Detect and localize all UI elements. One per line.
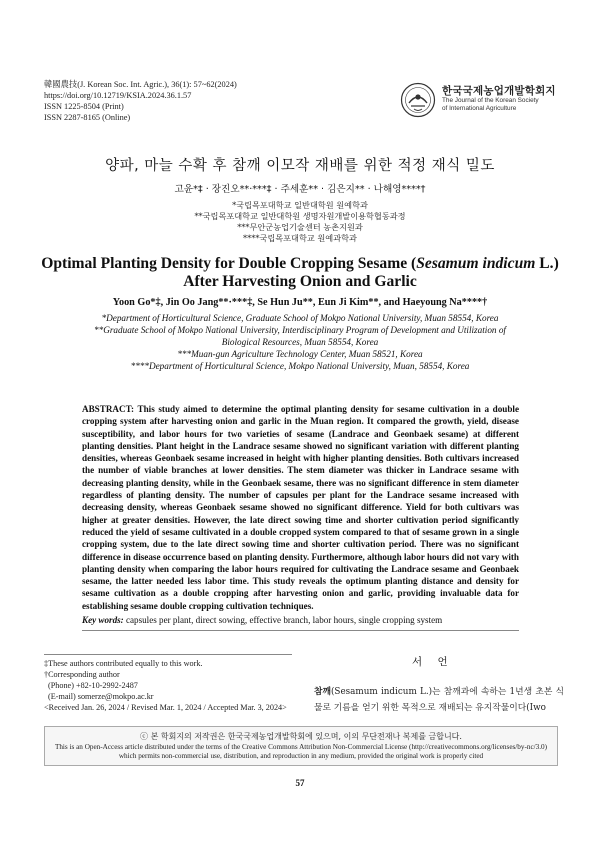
society-logo [398, 80, 566, 120]
korean-affiliation-4: ****국립목포대학교 원예과학과 [243, 233, 357, 243]
korean-affiliation-1: *국립목포대학교 일반대학원 원예학과 [232, 200, 368, 210]
english-title [40, 255, 560, 291]
page-number: 57 [295, 778, 305, 788]
footnote-dates: <Received Jan. 26, 2024 / Revised Mar. 1, 2024 / Accepted Mar. 3, 2024> [44, 703, 287, 712]
society-name-english-line1: The Journal of the Korean Society [442, 97, 539, 104]
keywords [82, 614, 522, 626]
footnote-equal-contribution: ‡These authors contributed equally to this work. [44, 659, 203, 668]
society-name-english [442, 97, 562, 113]
english-title-line2: After Harvesting Onion and Garlic [183, 273, 417, 290]
license-box [44, 726, 558, 766]
english-affiliation-3: ***Muan-gun Agriculture Technology Center, Muan 58521, Korea [177, 349, 423, 359]
english-affiliation-2: **Graduate School of Mokpo National University, Interdisciplinary Program of Development and Utilization of [94, 325, 506, 335]
abstract: ABSTRACT: This study aimed to determine the optimal planting density for sesame cultivation in a double cropping system after harvesting onion and garlic in the Muan region. It compared the growth, yield, disease susceptibility, and labor hours for two varieties of sesame (Landrace and Geonbaek sesame) at different planting densities. Plant height in the Landrace sesame showed no significant variation with different planting densities, whereas Geonbaek sesame increased in height with higher planting densities. Both cultivars increased the number of viable branches at lower densities. The stem diameter was thicker in Landrace sesame with decreasing planting density, while in the Geonbaek sesame, there was no significant difference in stem diameter regardless of planting density. The number of capsules per plant for the Landrace sesame increased with decreasing density, whereas Geonbaek sesame showed no significant difference. Yield for both cultivars was higher at greater densities. However, the late direct sowing time and shorter cultivation period significantly reduced the yield of sesame cultivated in a double cropped system compared to that of sesame grown in a single cropping system, due to the late direct sowing time and shorter cultivation period. There was no significant difference in disease occurrence based on planting density. Furthermore, although labor hours did not vary with planting density when comparing the labor hours required for cultivating the Landrace sesame and Geonbaek sesame, the latter needed less labor time. This study reveals the optimum planting distance and density for sesame cultivation as a double cropping after harvesting onion and garlic, providing invaluable data for establishing sesame double cropping cultivation techniques. [82, 404, 519, 611]
footnote-phone: (Phone) +82-10-2992-2487 [48, 681, 138, 690]
korean-affiliation-3: ***무안군농업기술센터 농촌지원과 [237, 222, 363, 232]
introduction-heading: 서 언 [412, 656, 454, 668]
keywords-list: capsules per plant, direct sowing, effective branch, labor hours, single cropping system [123, 615, 443, 625]
society-name-korean: 한국국제농업개발학회지 [442, 85, 556, 97]
korean-title: 양파, 마늘 수확 후 참깨 이모작 재배를 위한 적정 재식 밀도 [105, 158, 495, 174]
english-affiliation-1: *Department of Horticultural Science, Graduate School of Mokpo National University, Muan 58554, Korea [101, 313, 499, 323]
korean-affiliation-2: **국립목포대학교 일반대학원 생명자원개발이용학협동과정 [194, 211, 406, 221]
introduction-bold-word: 참깨 [314, 687, 331, 697]
english-affiliation-2b: Biological Resources, Muan 58554, Korea [221, 337, 379, 347]
keywords-label: Key words: [82, 615, 124, 625]
journal-citation: 韓國農技(J. Korean Soc. Int. Agric.), 36(1): 57~62(2024) [44, 80, 237, 89]
introduction-text [314, 685, 564, 716]
english-authors: Yoon Go*‡, Jin Oo Jang**·***‡, Se Hun Ju**, Eun Ji Kim**, and Haeyoung Na****† [112, 297, 488, 308]
english-title-part2: L.) [535, 255, 559, 272]
society-name-english-line2: of International Agriculture [442, 105, 517, 112]
english-title-part1: Optimal Planting Density for Double Cropping Sesame ( [41, 255, 417, 272]
footnote-corresponding: †Corresponding author [44, 670, 120, 679]
korean-authors: 고윤*‡ · 장진오**·***‡ · 주세훈** · 김은지** · 나해영****† [174, 184, 426, 195]
english-title-species: Sesamum indicum [416, 255, 536, 272]
issn-online: ISSN 2287-8165 (Online) [44, 113, 131, 122]
abstract-divider [82, 630, 519, 631]
society-emblem-icon [400, 82, 436, 118]
issn-print: ISSN 1225-8504 (Print) [44, 102, 124, 111]
doi-link[interactable]: https://doi.org/10.12719/KSIA.2024.36.1.57 [44, 91, 192, 100]
footnote-email[interactable]: (E-mail) somerze@mokpo.ac.kr [48, 692, 154, 701]
introduction-body: (Sesamum indicum L.)는 참깨과에 속하는 1년생 초본 식물로 기름을 얻기 위한 목적으로 재배되는 유지작물이다(Iwo [314, 687, 564, 713]
license-korean: ⓒ 본 학회지의 저작권은 한국국제농업개발학회에 있으며, 이의 무단전재나 복제를 금합니다. [140, 732, 462, 741]
license-english: This is an Open-Access article distributed under the terms of the Creative Commons Attribution Non-Commercial License (http://creativecommons.org/licenses/by-nc/3.0) which permits non-commercial use, distribution, and reproduction in any medium, provided the original work is properly cited [54, 743, 548, 760]
english-affiliation-4: ****Department of Horticultural Science, Mokpo National University, Muan, 58554, Korea [130, 361, 470, 371]
footnote-divider [44, 654, 292, 655]
